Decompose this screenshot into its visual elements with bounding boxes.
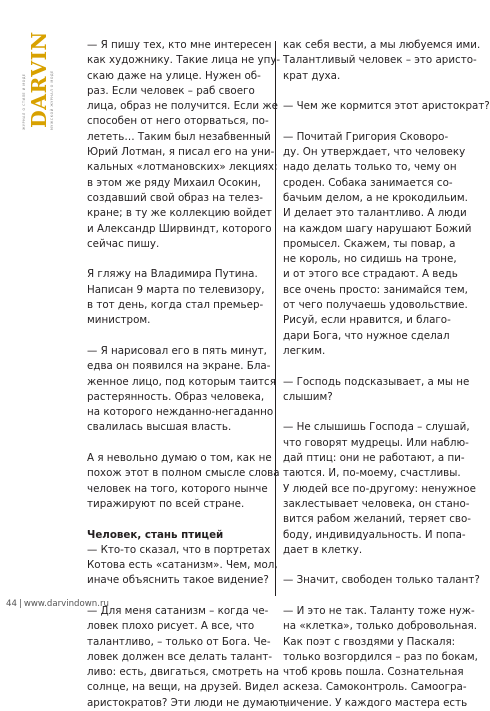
paragraph [283,573,480,588]
text-line: аристократов? Эти люди не думают, [87,696,288,709]
right-column [283,38,490,711]
text-line: как художнику. Такие лица не упу- [87,54,281,67]
text-line: ливо: есть, двигаться, смотреть на [87,666,280,679]
text-line: не король, но сидишь на троне, [283,253,457,266]
text-line: лица, образ не получится. Если же [87,100,278,113]
text-line: У людей все по-другому: ненужное [283,482,476,495]
footer-separator: | [18,599,22,609]
text-line: все очень просто: занимайся тем, [283,283,468,296]
text-line: министром. [87,314,151,327]
text-line: и от этого все страдают. А ведь [283,268,458,281]
text-line: И делает это талантливо. А люди [283,207,467,220]
text-line: дари Бога, что нужное сделал [283,329,450,342]
text-line: чтоб кровь пошла. Сознательная [283,666,464,679]
text-line: бачьим делом, а не крокодильим. [283,191,468,204]
text-line: — Для меня сатанизм – когда че- [87,604,269,617]
paragraph [87,344,276,436]
text-line: в этом же ряду Михаил Осокин, [87,176,261,189]
brand-tagline-right: МУЖСКОЙ ЖУРНАЛ О МОДЕ [50,70,54,130]
paragraph [87,543,278,589]
page-footer [6,598,109,610]
text-line: надо делать только то, чему он [283,161,457,174]
paragraph [87,267,270,328]
text-line: как себя вести, а мы любуемся ими. [283,39,481,51]
text-line: похож этот в полном смысле слова [87,467,280,480]
text-line: женное лицо, под которым таится [87,375,276,388]
text-line: Рисуй, если нравится, и благо- [283,314,451,327]
text-line: растерянность. Образ человека, [87,390,265,403]
text-line: талантливо, – только от Бога. Че- [87,635,271,648]
brand-logo: DARVIN [27,31,51,128]
text-line: таются. И, по-моему, счастливы. [283,467,461,480]
text-line: кране; в ту же коллекцию войдет [87,207,272,220]
text-line: вится рабом желаний, теряет сво- [283,513,472,526]
text-line: ловек должен все делать талант- [87,650,273,663]
text-line: свалилась высшая власть. [87,421,232,434]
text-line: на «клетка», только добровольная. [283,620,477,633]
text-line: боду, индивидуальность. И попа- [283,528,466,541]
paragraph [283,99,490,114]
text-line: ловек плохо рисует. А все, что [87,620,255,633]
text-line: аскеза. Самоконтроль. Самоогра- [283,681,467,694]
text-line: сейчас пишу. [87,237,160,250]
text-line: от чего получаешь удовольствие. [283,299,468,312]
paragraph [283,375,470,406]
text-line: — Чем же кормится этот аристократ? [283,100,490,113]
text-line: — И это не так. Таланту тоже нуж- [283,604,475,617]
text-line: дай птиц: они не работают, а пи- [283,452,465,465]
section-heading: Человек, стань птицей [87,528,224,541]
text-line: создавший свой образ на телез- [87,191,264,204]
text-line: крат духа. [283,69,341,82]
text-line: — Кто-то сказал, что в портретах [87,543,271,556]
text-line: ду. Он утверждает, что человеку [283,146,466,159]
text-line: промысел. Скажем, ты повар, а [283,237,456,250]
page-number: 44 [6,599,17,609]
text-line: А я невольно думаю о том, как не [87,452,272,465]
text-line: слышим? [283,390,333,403]
text-line: сроден. Собака занимается со- [283,176,453,189]
text-line: Я гляжу на Владимира Путина. [87,268,258,281]
paragraph [283,130,472,359]
text-line: в тот день, когда стал премьер- [87,299,264,312]
text-line: только возгордился – раз по бокам, [283,650,478,663]
text-line: легким. [283,344,326,357]
paragraph [87,38,281,252]
text-line: Талантливый человек – это аристо- [283,54,477,67]
paragraph [87,604,288,711]
left-column [87,38,288,711]
paragraph [283,38,481,84]
brand-tagline-left: ЖУРНАЛ О СТИЛЕ И МОДЕ [22,73,26,130]
text-line: солнце, на вещи, на друзей. Видел [87,681,279,694]
text-line: раз. Если человек – раб своего [87,84,255,97]
paragraph [283,604,478,711]
text-line: тиражируют по всей стране. [87,497,245,510]
column-divider [275,41,276,596]
text-line: Написан 9 марта по телевизору, [87,283,265,296]
text-line: скаю даже на улице. Нужен об- [87,69,261,82]
text-line: кальных «лотмановских» лекциях; [87,161,278,174]
text-line: лететь… Таким был незабвенный [87,130,271,143]
text-line: на каждом шагу нарушают Божий [283,222,472,235]
text-line: — Господь подсказывает, а мы не [283,375,470,388]
text-line: — Почитай Григория Сковоро- [283,130,449,143]
text-line: едва он появился на экране. Бла- [87,360,271,373]
text-line: Как поэт с гвоздями у Паскаля: [283,635,456,648]
text-line: заклестывает человека, он стано- [283,497,470,510]
text-line: на которого нежданно-негаданно [87,406,274,419]
text-line: — Я нарисовал его в пять минут, [87,344,267,357]
text-line: — Значит, свободен только талант? [283,574,480,587]
text-line: — Я пишу тех, кто мне интересен [87,39,272,51]
text-line: Юрий Лотман, я писал его на уни- [87,146,275,159]
text-line: Котова есть «сатанизм». Чем, мол, [87,559,278,572]
site-url: www.darvindown.ru [23,599,109,609]
text-line: способен от него оторваться, по- [87,115,269,128]
text-line: и Александр Ширвиндт, которого [87,222,272,235]
brand-logo-block [22,31,56,130]
text-line: — Не слышишь Господа – слушай, [283,421,470,434]
text-line: ничение. У каждого мастера есть [283,696,468,709]
text-line: человек на того, которого нынче [87,482,268,495]
text-line: дает в клетку. [283,543,363,556]
text-line: что говорят мудрецы. Или наблю- [283,436,469,449]
text-line: иначе объяснить такое видение? [87,574,269,587]
paragraph [283,420,476,558]
paragraph [87,451,280,512]
